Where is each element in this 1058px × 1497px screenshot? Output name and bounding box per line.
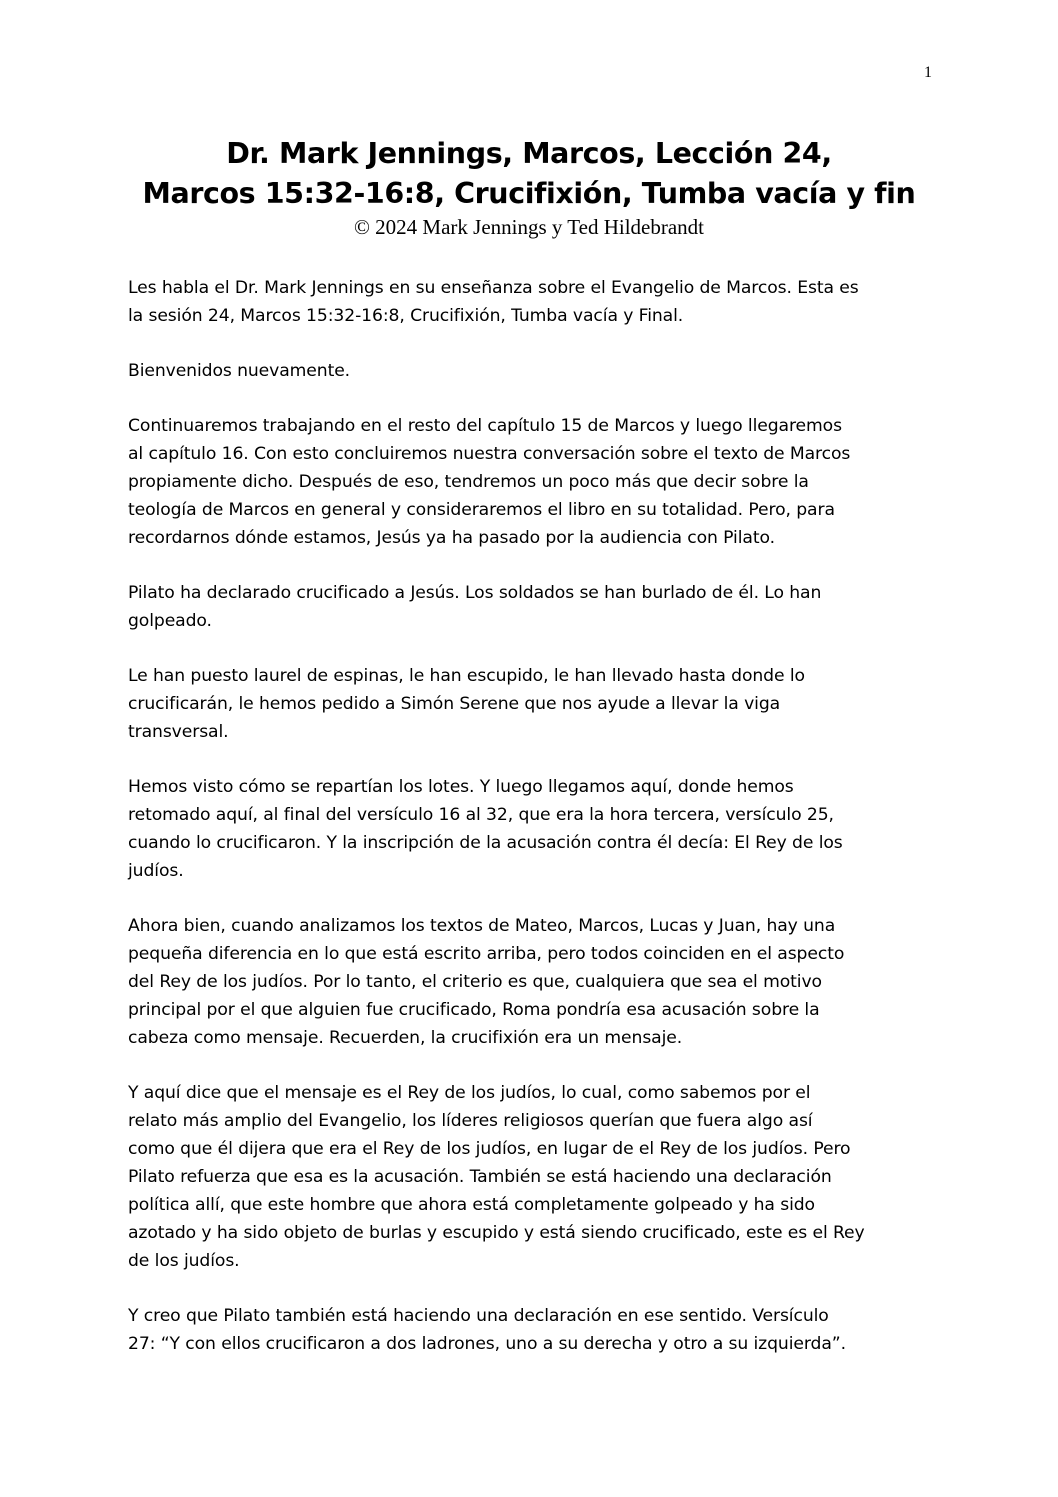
document-header	[0, 134, 1058, 239]
paragraph-line: judíos.	[128, 861, 184, 881]
paragraph-line: golpeado.	[128, 611, 212, 631]
paragraph-line: como que él dijera que era el Rey de los judíos, en lugar de el Rey de los judíos. Pero	[128, 1139, 851, 1159]
paragraph-line: política allí, que este hombre que ahora está completamente golpeado y ha sido	[128, 1195, 815, 1215]
paragraph	[128, 662, 933, 746]
paragraph	[128, 912, 933, 1052]
paragraph	[128, 412, 933, 552]
paragraph-line: transversal.	[128, 722, 229, 742]
title-line-2: Marcos 15:32-16:8, Crucifixión, Tumba vacía y fin	[142, 177, 916, 210]
paragraph-line: al capítulo 16. Con esto concluiremos nuestra conversación sobre el texto de Marcos	[128, 444, 851, 464]
paragraph-line: Le han puesto laurel de espinas, le han escupido, le han llevado hasta donde lo	[128, 666, 805, 686]
paragraph-line: Ahora bien, cuando analizamos los textos de Mateo, Marcos, Lucas y Juan, hay una	[128, 916, 836, 936]
paragraph	[128, 1079, 933, 1275]
paragraph-line: de los judíos.	[128, 1251, 240, 1271]
paragraph-line: pequeña diferencia en lo que está escrito arriba, pero todos coinciden en el aspecto	[128, 944, 845, 964]
paragraph	[128, 357, 933, 385]
paragraph-line: Bienvenidos nuevamente.	[128, 361, 351, 381]
paragraph-line: crucificarán, le hemos pedido a Simón Serene que nos ayude a llevar la viga	[128, 694, 781, 714]
paragraph-line: principal por el que alguien fue crucificado, Roma pondría esa acusación sobre la	[128, 1000, 820, 1020]
paragraph-line: Les habla el Dr. Mark Jennings en su enseñanza sobre el Evangelio de Marcos. Esta es	[128, 278, 859, 298]
paragraph	[128, 773, 933, 885]
paragraph-line: Y aquí dice que el mensaje es el Rey de los judíos, lo cual, como sabemos por el	[128, 1083, 811, 1103]
paragraph-line: Hemos visto cómo se repartían los lotes. Y luego llegamos aquí, donde hemos	[128, 777, 794, 797]
paragraph-line: recordarnos dónde estamos, Jesús ya ha pasado por la audiencia con Pilato.	[128, 528, 775, 548]
document-body	[128, 274, 933, 1385]
paragraph	[128, 1302, 933, 1358]
paragraph-line: cabeza como mensaje. Recuerden, la crucifixión era un mensaje.	[128, 1028, 683, 1048]
paragraph-line: retomado aquí, al final del versículo 16 al 32, que era la hora tercera, versículo 25,	[128, 805, 834, 825]
paragraph-line: del Rey de los judíos. Por lo tanto, el criterio es que, cualquiera que sea el motivo	[128, 972, 822, 992]
paragraph-line: azotado y ha sido objeto de burlas y escupido y está siendo crucificado, este es el Rey	[128, 1223, 865, 1243]
paragraph-line: 27: “Y con ellos crucificaron a dos ladrones, uno a su derecha y otro a su izquierda”.	[128, 1334, 846, 1354]
paragraph-line: Continuaremos trabajando en el resto del capítulo 15 de Marcos y luego llegaremos	[128, 416, 842, 436]
paragraph-line: Pilato ha declarado crucificado a Jesús. Los soldados se han burlado de él. Lo han	[128, 583, 822, 603]
page-number: 1	[924, 64, 932, 81]
paragraph-line: Pilato refuerza que esa es la acusación. También se está haciendo una declaración	[128, 1167, 832, 1187]
paragraph-line: teología de Marcos en general y consideraremos el libro en su totalidad. Pero, para	[128, 500, 835, 520]
title-line-1: Dr. Mark Jennings, Marcos, Lección 24,	[226, 137, 832, 170]
copyright-notice: © 2024 Mark Jennings y Ted Hildebrandt	[353, 215, 705, 239]
paragraph-line: cuando lo crucificaron. Y la inscripción de la acusación contra él decía: El Rey de los	[128, 833, 843, 853]
paragraph-line: relato más amplio del Evangelio, los líderes religiosos querían que fuera algo así	[128, 1111, 813, 1131]
paragraph-line: Y creo que Pilato también está haciendo una declaración en ese sentido. Versículo	[128, 1306, 829, 1326]
paragraph	[128, 274, 933, 330]
paragraph-line: propiamente dicho. Después de eso, tendremos un poco más que decir sobre la	[128, 472, 809, 492]
paragraph-line: la sesión 24, Marcos 15:32-16:8, Crucifixión, Tumba vacía y Final.	[128, 306, 684, 326]
paragraph	[128, 579, 933, 635]
